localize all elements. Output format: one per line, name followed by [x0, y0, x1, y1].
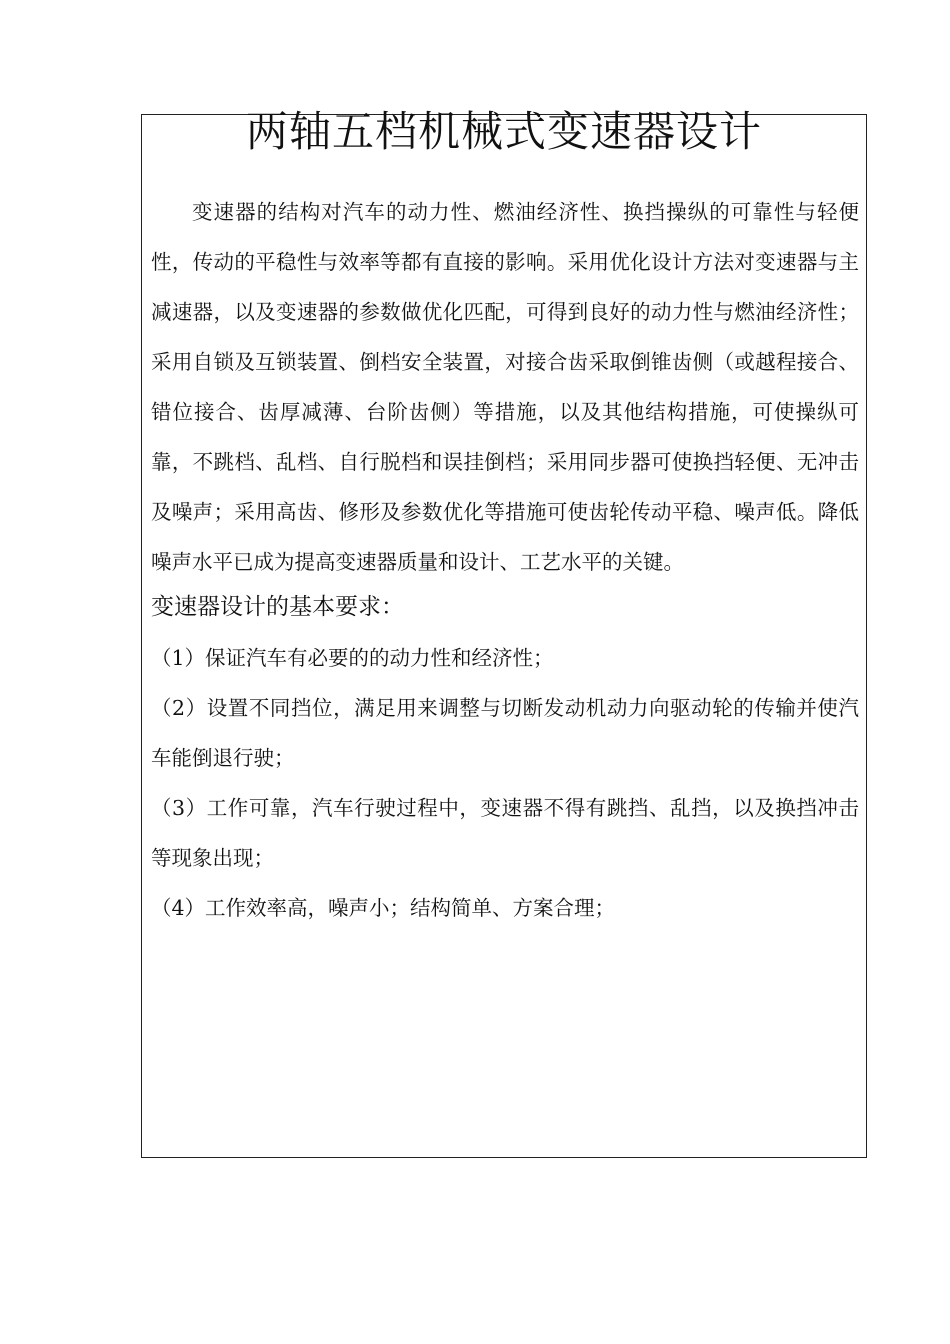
requirements-heading: 变速器设计的基本要求：	[151, 594, 404, 620]
document-title: 两轴五档机械式变速器设计	[245, 107, 762, 156]
requirement-item: （4）工作效率高，噪声小；结构简单、方案合理；	[151, 896, 616, 920]
requirements-list	[151, 633, 859, 933]
requirement-item: （3）工作可靠，汽车行驶过程中，变速器不得有跳挡、乱挡，以及换挡冲击等现象出现；	[151, 796, 859, 870]
document-body	[151, 187, 859, 933]
requirement-item: （2）设置不同挡位，满足用来调整与切断发动机动力向驱动轮的传输并使汽车能倒退行驶；	[151, 696, 859, 770]
requirement-item: （1）保证汽车有必要的的动力性和经济性；	[151, 646, 554, 670]
intro-paragraph: 变速器的结构对汽车的动力性、燃油经济性、换挡操纵的可靠性与轻便性，传动的平稳性与效率等都有直接的影响。采用优化设计方法对变速器与主减速器，以及变速器的参数做优化匹配，可得到良好的动力性与燃油经济性；采用自锁及互锁装置、倒档安全装置，对接合齿采取倒锥齿侧（或越程接合、错位接合、齿厚减薄、台阶齿侧）等措施，以及其他结构措施，可使操纵可靠，不跳档、乱档、自行脱档和误挂倒档；采用同步器可使换挡轻便、无冲击及噪声；采用高齿、修形及参数优化等措施可使齿轮传动平稳、噪声低。降低噪声水平已成为提高变速器质量和设计、工艺水平的关键。	[151, 200, 859, 574]
